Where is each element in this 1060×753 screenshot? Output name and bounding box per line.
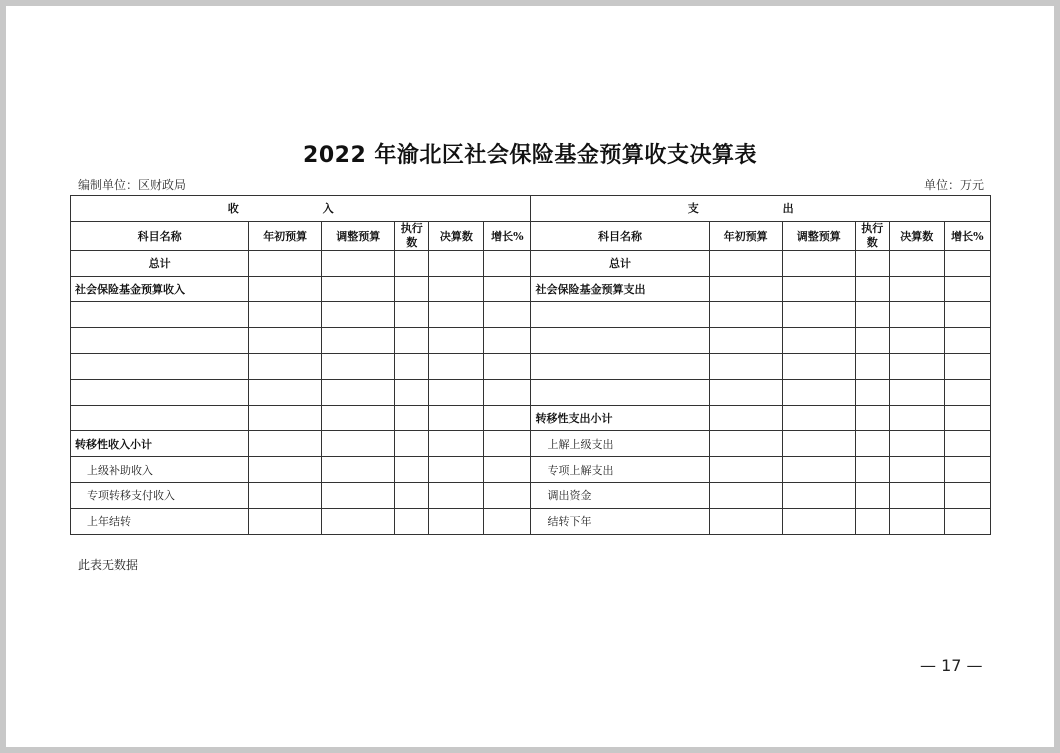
section-header-row [71,196,991,222]
value-cell [782,302,855,328]
page-number: — 17 — [920,656,983,675]
col-growth: 增长% [484,221,531,250]
expense-item-name [531,353,709,379]
value-cell [484,379,531,405]
value-cell [944,431,990,457]
col-adjusted-budget: 调整预算 [782,221,855,250]
income-item-name [71,328,249,354]
value-cell [889,302,944,328]
value-cell [395,302,429,328]
value-cell [395,276,429,302]
value-cell [429,457,484,483]
column-header-row [71,221,991,250]
table-row [71,482,991,508]
value-cell [709,457,782,483]
value-cell [249,482,322,508]
value-cell [855,431,889,457]
value-cell [395,405,429,431]
value-cell [889,250,944,276]
value-cell [322,457,395,483]
value-cell [484,508,531,534]
value-cell [395,457,429,483]
expense-item-name [531,302,709,328]
col-initial-budget: 年初预算 [249,221,322,250]
income-item-name: 上级补助收入 [71,457,249,483]
value-cell [429,379,484,405]
value-cell [484,482,531,508]
value-cell [484,250,531,276]
income-item-name [71,379,249,405]
unit-organization: 编制单位：区财政局 [78,178,187,192]
value-cell [889,353,944,379]
value-cell [249,276,322,302]
value-cell [429,353,484,379]
table-row [71,405,991,431]
value-cell [484,457,531,483]
value-cell [322,482,395,508]
value-cell [944,405,990,431]
income-item-name: 专项转移支付收入 [71,482,249,508]
value-cell [855,250,889,276]
value-cell [322,328,395,354]
expense-item-name: 结转下年 [531,508,709,534]
value-cell [944,276,990,302]
income-item-name: 总计 [71,250,249,276]
table-row [71,508,991,534]
income-item-name [71,302,249,328]
value-cell [855,328,889,354]
expense-item-name: 调出资金 [531,482,709,508]
value-cell [249,353,322,379]
income-section-header: 收 入 [71,196,531,222]
table-row [71,431,991,457]
value-cell [484,276,531,302]
value-cell [944,379,990,405]
expense-item-name: 专项上解支出 [531,457,709,483]
col-execution: 执行数 [395,221,429,250]
value-cell [429,482,484,508]
value-cell [322,353,395,379]
income-item-name [71,353,249,379]
value-cell [484,431,531,457]
value-cell [782,353,855,379]
expense-item-name [531,379,709,405]
value-cell [782,431,855,457]
value-cell [249,405,322,431]
value-cell [395,353,429,379]
page-title: 2022 年渝北区社会保险基金预算收支决算表 [303,143,757,168]
value-cell [855,302,889,328]
expense-section-header: 支 出 [531,196,991,222]
value-cell [322,302,395,328]
table-row [71,276,991,302]
table-row [71,302,991,328]
value-cell [429,508,484,534]
value-cell [484,302,531,328]
value-cell [889,431,944,457]
value-cell [782,250,855,276]
value-cell [322,405,395,431]
value-cell [249,457,322,483]
value-cell [709,302,782,328]
table-row [71,250,991,276]
value-cell [855,457,889,483]
value-cell [429,302,484,328]
value-cell [855,508,889,534]
table-body [71,250,991,534]
value-cell [395,328,429,354]
value-cell [855,379,889,405]
table-note: 此表无数据 [78,558,139,572]
income-item-name: 社会保险基金预算收入 [71,276,249,302]
value-cell [944,457,990,483]
value-cell [395,482,429,508]
value-cell [855,405,889,431]
value-cell [395,250,429,276]
value-cell [709,482,782,508]
value-cell [944,302,990,328]
value-cell [782,379,855,405]
value-cell [429,276,484,302]
value-cell [322,431,395,457]
value-cell [249,379,322,405]
value-cell [944,482,990,508]
value-cell [709,431,782,457]
value-cell [889,276,944,302]
value-cell [395,379,429,405]
col-name: 科目名称 [71,221,249,250]
value-cell [429,405,484,431]
value-cell [889,328,944,354]
value-cell [709,405,782,431]
col-initial-budget: 年初预算 [709,221,782,250]
col-final: 决算数 [889,221,944,250]
value-cell [855,276,889,302]
value-cell [322,379,395,405]
value-cell [889,379,944,405]
value-cell [429,328,484,354]
value-cell [782,328,855,354]
value-cell [322,276,395,302]
value-cell [395,431,429,457]
col-final: 决算数 [429,221,484,250]
expense-item-name: 总计 [531,250,709,276]
expense-item-name: 社会保险基金预算支出 [531,276,709,302]
table-row [71,379,991,405]
value-cell [484,328,531,354]
value-cell [709,379,782,405]
value-cell [889,405,944,431]
table-row [71,457,991,483]
value-cell [249,302,322,328]
value-cell [709,276,782,302]
col-execution: 执行数 [855,221,889,250]
value-cell [484,353,531,379]
value-cell [484,405,531,431]
value-cell [249,328,322,354]
value-cell [395,508,429,534]
col-adjusted-budget: 调整预算 [322,221,395,250]
col-growth: 增长% [944,221,990,250]
col-name: 科目名称 [531,221,709,250]
value-cell [782,276,855,302]
budget-table [70,195,991,535]
value-cell [855,353,889,379]
value-cell [944,250,990,276]
value-cell [782,405,855,431]
value-cell [322,250,395,276]
value-cell [709,250,782,276]
value-cell [782,457,855,483]
value-cell [782,482,855,508]
value-cell [249,431,322,457]
value-cell [709,328,782,354]
value-cell [429,431,484,457]
value-cell [889,457,944,483]
value-cell [322,508,395,534]
value-cell [709,508,782,534]
table-row [71,328,991,354]
income-item-name: 上年结转 [71,508,249,534]
value-cell [709,353,782,379]
value-cell [429,250,484,276]
income-item-name [71,405,249,431]
expense-item-name [531,328,709,354]
value-cell [855,482,889,508]
value-cell [944,353,990,379]
table-row [71,353,991,379]
value-cell [889,508,944,534]
value-cell [249,508,322,534]
value-cell [249,250,322,276]
expense-item-name: 上解上级支出 [531,431,709,457]
expense-item-name: 转移性支出小计 [531,405,709,431]
income-item-name: 转移性收入小计 [71,431,249,457]
value-cell [782,508,855,534]
value-cell [944,508,990,534]
value-cell [889,482,944,508]
value-cell [944,328,990,354]
unit-label: 单位：万元 [923,178,984,192]
